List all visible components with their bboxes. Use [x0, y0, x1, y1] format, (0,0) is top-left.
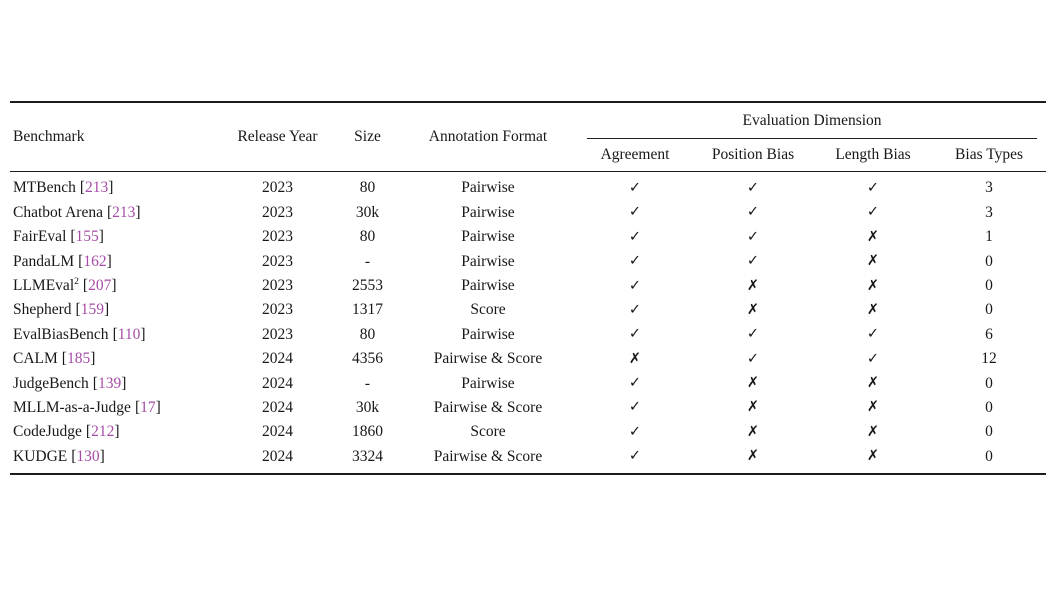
citation-bracket-open: [ — [85, 423, 92, 441]
length-bias-mark: ✓ — [866, 204, 880, 221]
benchmark-name: MLLM-as-a-Judge — [13, 398, 131, 416]
length-bias-mark: ✓ — [866, 350, 880, 367]
benchmark-name: EvalBiasBench — [13, 325, 109, 343]
length-bias-mark: ✓ — [866, 326, 880, 343]
bias-types-cell: 6 — [985, 325, 993, 343]
benchmark-name: MTBench — [13, 179, 76, 197]
annotation-format-cell: Pairwise & Score — [433, 350, 543, 368]
position-bias-mark: ✓ — [746, 350, 760, 367]
agreement-mark: ✓ — [628, 375, 642, 392]
size-cell: 3324 — [352, 447, 383, 465]
column-header-bias-types: Bias Types — [955, 146, 1023, 164]
agreement-mark: ✓ — [628, 204, 642, 221]
citation-bracket-close: ] — [103, 301, 110, 319]
size-cell: - — [364, 374, 371, 392]
benchmark-cell — [10, 274, 218, 298]
citation-link[interactable]: 155 — [75, 228, 99, 246]
agreement-mark: ✓ — [628, 301, 642, 318]
citation-link[interactable]: 162 — [83, 252, 107, 270]
citation — [80, 179, 114, 196]
table-row — [10, 298, 1046, 322]
citation-bracket-close: ] — [90, 350, 96, 368]
size-cell: 80 — [359, 228, 376, 246]
citation-bracket-close: ] — [108, 179, 114, 197]
position-bias-mark: ✗ — [746, 277, 760, 294]
length-bias-mark: ✗ — [866, 423, 880, 440]
release-year-cell: 2023 — [262, 301, 293, 319]
bias-types-cell: 12 — [981, 350, 997, 368]
benchmark-cell — [10, 298, 218, 322]
benchmark-cell — [10, 249, 218, 273]
length-bias-mark: ✗ — [866, 375, 880, 392]
length-bias-mark: ✗ — [866, 448, 880, 465]
benchmark-cell — [10, 225, 218, 249]
citation — [70, 228, 104, 245]
table-row — [10, 225, 1046, 249]
table-header — [10, 102, 1046, 172]
position-bias-mark: ✗ — [746, 375, 760, 392]
annotation-format-cell: Pairwise — [461, 203, 515, 221]
annotation-format-cell: Pairwise — [461, 179, 515, 197]
citation-bracket-open: [ — [78, 252, 84, 270]
citation-bracket-open: [ — [82, 277, 89, 294]
table-row — [10, 420, 1046, 444]
citation-bracket-open: [ — [70, 228, 76, 246]
bias-types-cell: 0 — [985, 301, 993, 319]
citation-bracket-close: ] — [155, 398, 161, 416]
column-header-position-bias: Position Bias — [711, 146, 795, 164]
table-row — [10, 322, 1046, 346]
position-bias-mark: ✗ — [746, 423, 760, 440]
annotation-format-cell: Pairwise & Score — [433, 447, 543, 465]
citation — [93, 375, 127, 392]
release-year-cell: 2024 — [262, 350, 293, 368]
benchmark-name: LLMEval — [13, 277, 75, 294]
bias-types-cell: 3 — [985, 203, 993, 221]
agreement-mark: ✓ — [628, 399, 642, 416]
citation-bracket-open: [ — [134, 398, 141, 416]
position-bias-mark: ✓ — [746, 228, 760, 245]
position-bias-mark: ✓ — [746, 326, 760, 343]
table-row — [10, 371, 1046, 395]
benchmark-cell — [10, 420, 218, 444]
size-cell: 30k — [355, 203, 380, 221]
citation-bracket-open: [ — [61, 350, 67, 368]
citation — [135, 399, 161, 416]
position-bias-mark: ✓ — [746, 179, 760, 196]
annotation-format-cell: Pairwise — [461, 325, 515, 343]
citation-bracket-close: ] — [135, 203, 141, 221]
table-row — [10, 274, 1046, 298]
benchmark-name: PandaLM — [13, 252, 75, 270]
position-bias-mark: ✗ — [746, 399, 760, 416]
citation-bracket-close: ] — [99, 447, 105, 465]
annotation-format-cell: Pairwise & Score — [433, 398, 543, 416]
benchmark-name: CodeJudge — [13, 423, 82, 441]
benchmark-cell — [10, 396, 218, 420]
release-year-cell: 2023 — [262, 203, 293, 221]
benchmark-name: FairEval — [13, 228, 67, 246]
citation-link[interactable]: 213 — [112, 203, 136, 221]
citation-bracket-open: [ — [112, 325, 118, 343]
benchmark-name: JudgeBench — [13, 374, 89, 392]
table-row — [10, 200, 1046, 224]
citation-link[interactable]: 185 — [66, 350, 91, 368]
size-cell: 1317 — [352, 301, 383, 319]
citation-bracket-open: [ — [75, 301, 81, 319]
citation-bracket-open: [ — [92, 374, 98, 392]
header-row-top — [10, 102, 1046, 139]
size-cell: - — [364, 252, 371, 270]
benchmark-name: CALM — [13, 350, 58, 368]
column-header-release-year: Release Year — [237, 128, 318, 146]
length-bias-mark: ✗ — [866, 253, 880, 270]
position-bias-mark: ✗ — [746, 301, 760, 318]
size-cell: 2553 — [352, 277, 383, 294]
bias-types-cell: 0 — [985, 252, 993, 270]
release-year-cell: 2024 — [262, 447, 293, 465]
release-year-cell: 2024 — [262, 423, 293, 441]
benchmark-superscript: 2 — [74, 275, 79, 287]
citation-link[interactable]: 207 — [88, 277, 112, 294]
citation-bracket-close: ] — [121, 374, 127, 392]
agreement-mark: ✗ — [628, 350, 642, 367]
benchmark-table — [10, 101, 1046, 475]
bias-types-cell: 0 — [985, 277, 993, 294]
table-row — [10, 396, 1046, 420]
bias-types-cell: 0 — [985, 398, 993, 416]
benchmark-cell — [10, 172, 218, 201]
length-bias-mark: ✓ — [866, 179, 880, 196]
size-cell: 30k — [355, 398, 380, 416]
column-header-agreement: Agreement — [600, 146, 670, 164]
citation-link[interactable]: 130 — [76, 447, 100, 465]
annotation-format-cell: Pairwise — [461, 374, 515, 392]
table-row — [10, 172, 1046, 201]
bias-types-cell: 0 — [985, 374, 993, 392]
annotation-format-cell: Pairwise — [461, 277, 515, 294]
annotation-format-cell: Pairwise — [461, 228, 515, 246]
release-year-cell: 2023 — [262, 325, 293, 343]
evaluation-dimension-rule — [587, 138, 1037, 139]
agreement-mark: ✓ — [628, 253, 642, 270]
column-header-benchmark: Benchmark — [13, 128, 85, 146]
release-year-cell: 2024 — [262, 398, 293, 416]
column-group-evaluation-dimension — [578, 102, 1046, 139]
length-bias-mark: ✗ — [866, 399, 880, 416]
table-body — [10, 172, 1046, 474]
table-row — [10, 444, 1046, 473]
citation-bracket-close: ] — [106, 252, 112, 270]
release-year-cell: 2023 — [262, 252, 293, 270]
citation — [78, 253, 112, 270]
table-row — [10, 347, 1046, 371]
benchmark-name: Shepherd — [13, 301, 72, 319]
size-cell: 80 — [359, 179, 376, 197]
bias-types-cell: 1 — [985, 228, 993, 246]
citation-link[interactable]: 213 — [85, 179, 109, 197]
evaluation-dimension-label: Evaluation Dimension — [742, 112, 882, 130]
bias-types-cell: 0 — [985, 423, 993, 441]
benchmark-cell — [10, 200, 218, 224]
size-cell: 1860 — [352, 423, 383, 441]
length-bias-mark: ✗ — [866, 228, 880, 245]
citation — [86, 423, 120, 440]
citation — [71, 448, 105, 465]
citation-link[interactable]: 212 — [91, 423, 115, 441]
release-year-cell: 2024 — [262, 374, 293, 392]
size-cell: 80 — [359, 325, 376, 343]
release-year-cell: 2023 — [262, 179, 293, 197]
citation-link[interactable]: 110 — [117, 325, 141, 343]
benchmark-name: KUDGE — [13, 447, 68, 465]
citation-bracket-close: ] — [98, 228, 104, 246]
benchmark-cell — [10, 371, 218, 395]
citation — [83, 277, 117, 294]
agreement-mark: ✓ — [628, 423, 642, 440]
annotation-format-cell: Score — [470, 301, 506, 319]
benchmark-name: Chatbot Arena — [13, 203, 103, 221]
citation-link[interactable]: 139 — [97, 374, 122, 392]
citation — [113, 326, 146, 343]
citation — [107, 204, 141, 221]
position-bias-mark: ✓ — [746, 253, 760, 270]
agreement-mark: ✓ — [628, 326, 642, 343]
citation — [62, 350, 96, 367]
agreement-mark: ✓ — [628, 179, 642, 196]
position-bias-mark: ✓ — [746, 204, 760, 221]
citation-bracket-open: [ — [71, 447, 77, 465]
agreement-mark: ✓ — [628, 448, 642, 465]
benchmark-cell — [10, 322, 218, 346]
table-row — [10, 249, 1046, 273]
annotation-format-cell: Score — [470, 423, 506, 441]
length-bias-mark: ✗ — [866, 301, 880, 318]
column-header-length-bias: Length Bias — [835, 146, 911, 164]
column-header-size: Size — [354, 128, 381, 146]
citation-bracket-close: ] — [114, 423, 120, 441]
benchmark-cell — [10, 444, 218, 473]
annotation-format-cell: Pairwise — [461, 252, 515, 270]
release-year-cell: 2023 — [262, 228, 293, 246]
benchmark-cell — [10, 347, 218, 371]
citation-link[interactable]: 17 — [140, 398, 156, 416]
bias-types-cell: 3 — [985, 179, 993, 197]
size-cell: 4356 — [352, 350, 383, 368]
citation-bracket-open: [ — [106, 203, 113, 221]
position-bias-mark: ✗ — [746, 448, 760, 465]
citation-bracket-close: ] — [140, 325, 146, 343]
citation-link[interactable]: 159 — [80, 301, 104, 319]
release-year-cell: 2023 — [262, 277, 293, 294]
citation — [76, 301, 110, 318]
citation-bracket-open: [ — [79, 179, 86, 197]
agreement-mark: ✓ — [628, 228, 642, 245]
length-bias-mark: ✗ — [866, 277, 880, 294]
citation-bracket-close: ] — [111, 277, 117, 294]
bias-types-cell: 0 — [985, 447, 993, 465]
agreement-mark: ✓ — [628, 277, 642, 294]
column-header-annotation-format: Annotation Format — [428, 128, 548, 146]
